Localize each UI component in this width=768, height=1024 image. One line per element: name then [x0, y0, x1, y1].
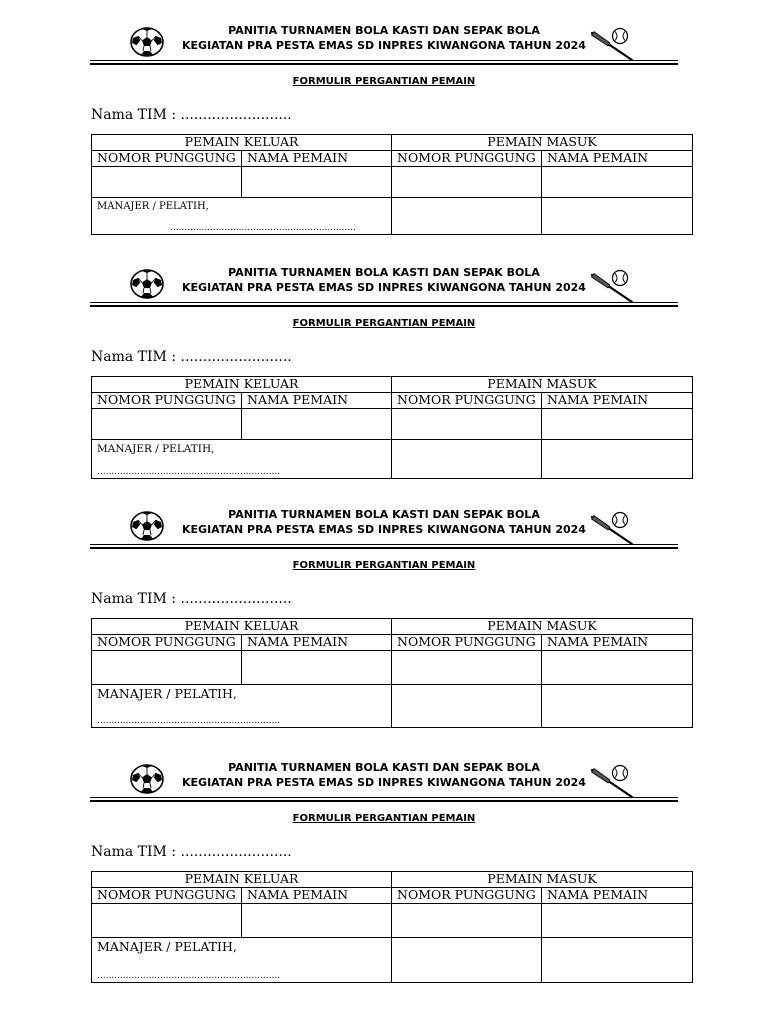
jersey-number-in-cell-2[interactable] [392, 938, 542, 983]
manager-signature-cell[interactable] [92, 685, 392, 728]
header-rule [90, 60, 678, 61]
jersey-number-out-cell[interactable] [92, 409, 242, 440]
player-name-out-cell[interactable] [242, 904, 392, 938]
players-in-header: PEMAIN MASUK [392, 377, 693, 393]
jersey-number-out-cell[interactable] [92, 904, 242, 938]
manager-signature-cell[interactable] [92, 198, 392, 235]
committee-title: PANITIA TURNAMEN BOLA KASTI DAN SEPAK BOLA [228, 266, 540, 279]
header-rule [90, 302, 678, 303]
form-title: FORMULIR PERGANTIAN PEMAIN [292, 76, 476, 87]
header-rule [90, 544, 678, 545]
event-title: KEGIATAN PRA PESTA EMAS SD INPRES KIWANGONA TAHUN 2024 [182, 523, 586, 536]
player-name-in-header: NAMA PEMAIN [542, 393, 693, 409]
jersey-number-out-header: NOMOR PUNGGUNG [92, 635, 242, 651]
event-title: KEGIATAN PRA PESTA EMAS SD INPRES KIWANGONA TAHUN 2024 [182, 776, 586, 789]
player-name-in-header: NAMA PEMAIN [542, 888, 693, 904]
jersey-number-in-cell[interactable] [392, 651, 542, 685]
kasti-bat-and-ball-icon [588, 269, 636, 305]
player-name-in-cell[interactable] [542, 651, 693, 685]
form-title: FORMULIR PERGANTIAN PEMAIN [292, 813, 476, 824]
kasti-bat-and-ball-icon [588, 764, 636, 800]
committee-title: PANITIA TURNAMEN BOLA KASTI DAN SEPAK BOLA [228, 761, 540, 774]
form-title: FORMULIR PERGANTIAN PEMAIN [292, 560, 476, 571]
jersey-number-out-header: NOMOR PUNGGUNG [92, 151, 242, 167]
players-out-header: PEMAIN KELUAR [92, 872, 392, 888]
players-out-header: PEMAIN KELUAR [92, 135, 392, 151]
signature-line: ................................................................ [97, 467, 281, 477]
header-rule [90, 547, 678, 549]
jersey-number-in-header: NOMOR PUNGGUNG [392, 393, 542, 409]
player-name-out-cell[interactable] [242, 167, 392, 198]
team-name-field[interactable]: Nama TIM : ......................... [91, 844, 292, 860]
jersey-number-in-header: NOMOR PUNGGUNG [392, 888, 542, 904]
jersey-number-out-header: NOMOR PUNGGUNG [92, 393, 242, 409]
player-name-in-cell[interactable] [542, 167, 693, 198]
signature-line: ................................................................ [97, 971, 281, 981]
player-name-in-cell[interactable] [542, 409, 693, 440]
kasti-bat-and-ball-icon [588, 511, 636, 547]
player-name-in-cell-2[interactable] [542, 440, 693, 479]
player-name-out-cell[interactable] [242, 409, 392, 440]
manager-label: MANAJER / PELATIH, [97, 443, 215, 455]
event-title: KEGIATAN PRA PESTA EMAS SD INPRES KIWANGONA TAHUN 2024 [182, 39, 586, 52]
player-name-in-cell-2[interactable] [542, 938, 693, 983]
player-name-in-header: NAMA PEMAIN [542, 151, 693, 167]
jersey-number-out-header: NOMOR PUNGGUNG [92, 888, 242, 904]
players-in-header: PEMAIN MASUK [392, 872, 693, 888]
substitution-table [91, 871, 693, 983]
player-name-out-header: NAMA PEMAIN [242, 635, 392, 651]
kasti-bat-and-ball-icon [588, 27, 636, 63]
substitution-table [91, 618, 693, 728]
header-rule [90, 797, 678, 798]
signature-line: ................................................................ [97, 716, 281, 726]
player-name-in-cell-2[interactable] [542, 198, 693, 235]
jersey-number-in-header: NOMOR PUNGGUNG [392, 635, 542, 651]
team-name-field[interactable]: Nama TIM : ......................... [91, 349, 292, 365]
substitution-table [91, 134, 693, 235]
player-name-out-cell[interactable] [242, 651, 392, 685]
manager-label: MANAJER / PELATIH, [97, 201, 209, 212]
player-name-out-header: NAMA PEMAIN [242, 393, 392, 409]
team-name-field[interactable]: Nama TIM : ......................... [91, 107, 292, 123]
jersey-number-out-cell[interactable] [92, 167, 242, 198]
jersey-number-in-cell[interactable] [392, 409, 542, 440]
players-out-header: PEMAIN KELUAR [92, 619, 392, 635]
signature-line: ................................................................. [170, 223, 356, 233]
jersey-number-in-cell[interactable] [392, 904, 542, 938]
committee-title: PANITIA TURNAMEN BOLA KASTI DAN SEPAK BOLA [228, 24, 540, 37]
header-rule [90, 305, 678, 307]
players-in-header: PEMAIN MASUK [392, 619, 693, 635]
player-name-out-header: NAMA PEMAIN [242, 888, 392, 904]
header-rule [90, 800, 678, 802]
form-title: FORMULIR PERGANTIAN PEMAIN [292, 318, 476, 329]
jersey-number-in-cell-2[interactable] [392, 198, 542, 235]
jersey-number-in-cell-2[interactable] [392, 685, 542, 728]
players-in-header: PEMAIN MASUK [392, 135, 693, 151]
player-name-in-header: NAMA PEMAIN [542, 635, 693, 651]
players-out-header: PEMAIN KELUAR [92, 377, 392, 393]
player-name-in-cell[interactable] [542, 904, 693, 938]
player-name-out-header: NAMA PEMAIN [242, 151, 392, 167]
substitution-table [91, 376, 693, 479]
manager-label: MANAJER / PELATIH, [97, 686, 237, 701]
team-name-field[interactable]: Nama TIM : ......................... [91, 591, 292, 607]
jersey-number-in-header: NOMOR PUNGGUNG [392, 151, 542, 167]
jersey-number-out-cell[interactable] [92, 651, 242, 685]
event-title: KEGIATAN PRA PESTA EMAS SD INPRES KIWANGONA TAHUN 2024 [182, 281, 586, 294]
jersey-number-in-cell-2[interactable] [392, 440, 542, 479]
manager-signature-cell[interactable] [92, 938, 392, 983]
committee-title: PANITIA TURNAMEN BOLA KASTI DAN SEPAK BOLA [228, 508, 540, 521]
jersey-number-in-cell[interactable] [392, 167, 542, 198]
header-rule [90, 63, 678, 65]
manager-label: MANAJER / PELATIH, [97, 939, 237, 954]
player-name-in-cell-2[interactable] [542, 685, 693, 728]
manager-signature-cell[interactable] [92, 440, 392, 479]
